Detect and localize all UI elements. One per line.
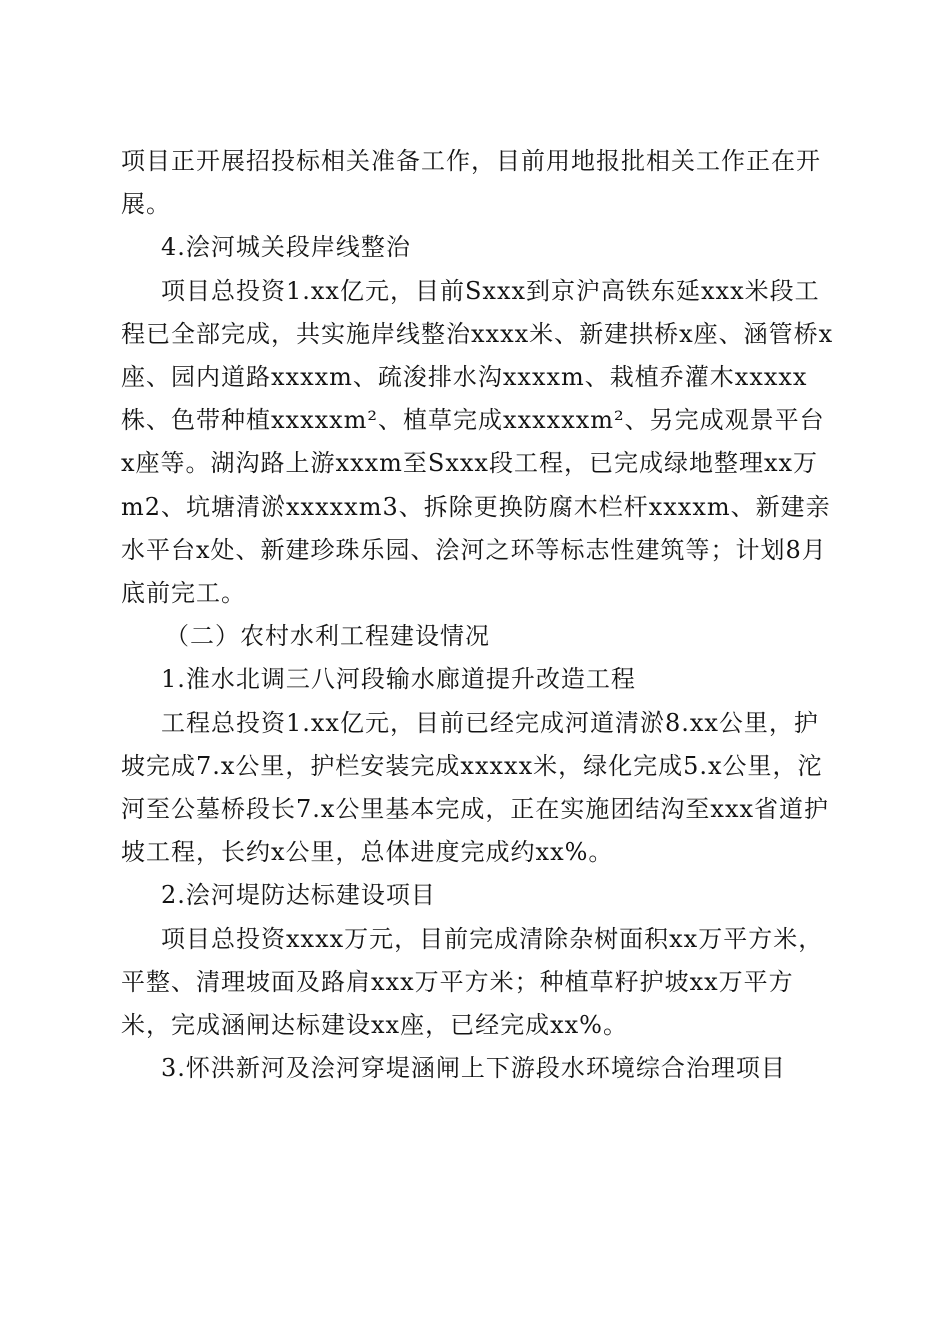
paragraph-continuation: 项目正开展招投标相关准备工作，目前用地报批相关工作正在开展。 [121, 147, 821, 219]
body-paragraph: 项目总投资xxxx万元，目前完成清除杂树面积xx万平方米，平整、清理坡面及路肩xxx万平方米；种植草籽护坡xx万平方米，完成涵闸达标建设xx座，已经完成xx%。 [121, 924, 824, 1040]
item-heading: 2.浍河堤防达标建设项目 [161, 881, 436, 910]
body-paragraph: 项目总投资1.xx亿元，目前Sxxx到京沪高铁东延xxx米段工程已全部完成，共实施岸线整治xxxx米、新建拱桥x座、涵管桥x座、园内道路xxxxm、疏浚排水沟xxxxm、栽植乔灌木xxxxx株、色带种植xxxxxm²、植草完成xxxxxxm²、另完成观景平台x座等。湖沟路上游xxxm至Sxxx段工程，已完成绿地整理xx万m2、坑塘清淤xxxxxm3、拆除更换防腐木栏杆xxxxm、新建亲水平台x处、新建珍珠乐园、浍河之环等标志性建筑等；计划8月底前完工。 [121, 276, 834, 608]
document-body [121, 140, 836, 1090]
item-heading: 1.淮水北调三八河段输水廊道提升改造工程 [161, 665, 636, 694]
section-heading: （二）农村水利工程建设情况 [165, 622, 490, 651]
body-paragraph: 工程总投资1.xx亿元，目前已经完成河道清淤8.xx公里，护坡完成7.x公里，护栏安装完成xxxxx米，绿化完成5.x公里，沱河至公墓桥段长7.x公里基本完成，正在实施团结沟至xxx省道护坡工程，长约x公里，总体进度完成约xx%。 [121, 708, 830, 867]
item-heading: 4.浍河城关段岸线整治 [161, 233, 411, 262]
item-heading: 3.怀洪新河及浍河穿堤涵闸上下游段水环境综合治理项目 [161, 1054, 786, 1083]
